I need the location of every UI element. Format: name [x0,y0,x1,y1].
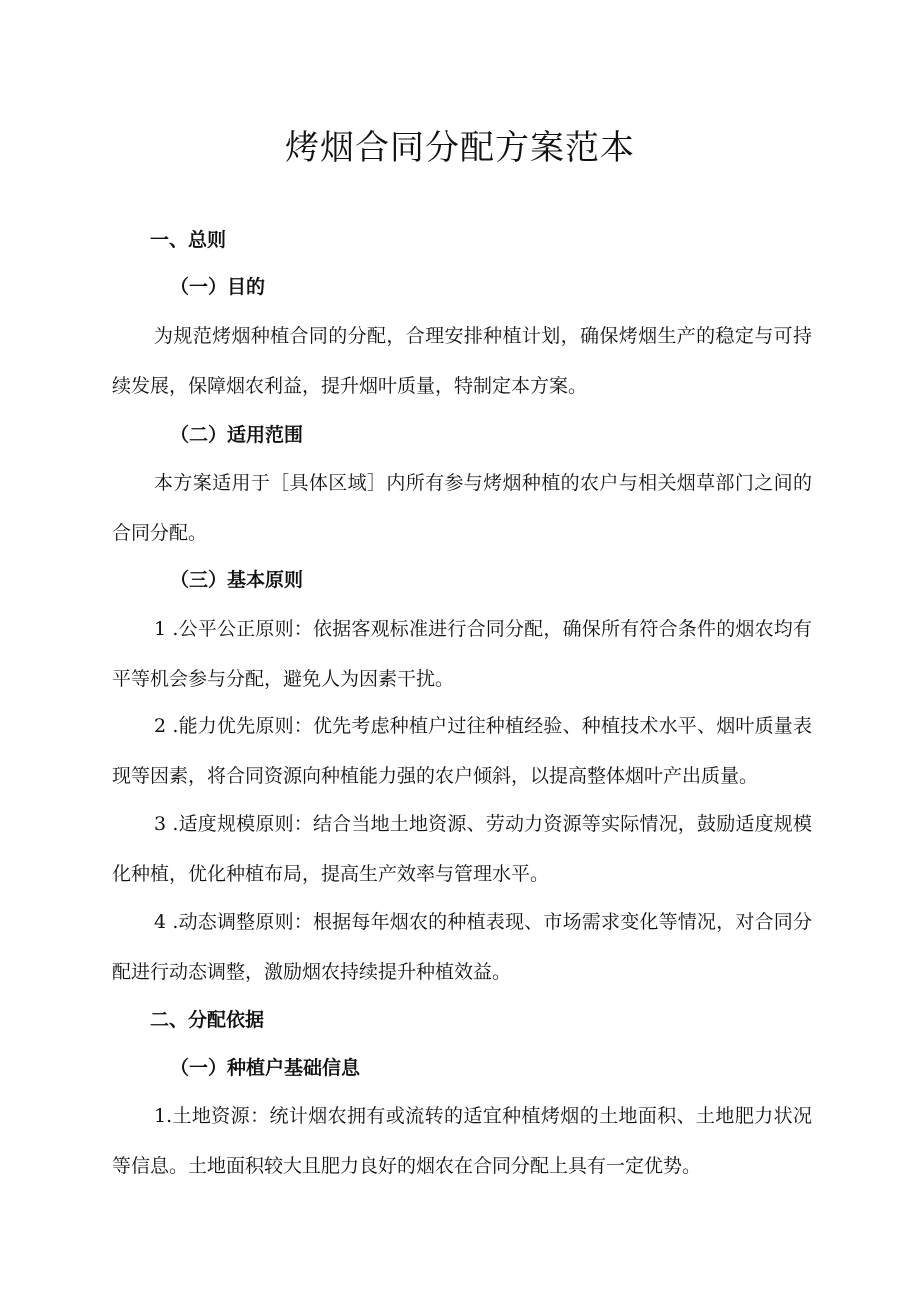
subheading-principles: （三）基本原则 [170,569,304,591]
paragraph-principle-3: 3 .适度规模原则：结合当地土地资源、劳动力资源等实际情况，鼓励适度规模化种植，优化种植布局，提高生产效率与管理水平。 [112,813,812,885]
paragraph-principle-4: 4 .动态调整原则：根据每年烟农的种植表现、市场需求变化等情况，对合同分配进行动态调整，激励烟农持续提升种植效益。 [112,911,812,983]
subheading-purpose: （一）目的 [170,276,266,298]
subheading-basic-info: （一）种植户基础信息 [170,1057,361,1079]
paragraph-land-resources: 1.土地资源：统计烟农拥有或流转的适宜种植烤烟的土地面积、土地肥力状况等信息。土地面积较大且肥力良好的烟农在合同分配上具有一定优势。 [112,1105,812,1177]
paragraph-purpose: 为规范烤烟种植合同的分配，合理安排种植计划，确保烤烟生产的稳定与可持续发展，保障烟农利益，提升烟叶质量，特制定本方案。 [112,325,812,397]
subheading-scope: （二）适用范围 [170,424,304,446]
section-heading-basis: 二、分配依据 [150,1009,265,1031]
paragraph-principle-1: 1 .公平公正原则：依据客观标准进行合同分配，确保所有符合条件的烟农均有平等机会参与分配，避免人为因素干扰。 [112,618,812,690]
section-heading-general: 一、总则 [150,229,227,251]
document-title: 烤烟合同分配方案范本 [285,128,635,168]
paragraph-principle-2: 2 .能力优先原则：优先考虑种植户过往种植经验、种植技术水平、烟叶质量表现等因素，将合同资源向种植能力强的农户倾斜，以提高整体烟叶产出质量。 [112,715,812,787]
paragraph-scope: 本方案适用于［具体区域］内所有参与烤烟种植的农户与相关烟草部门之间的合同分配。 [112,472,812,544]
